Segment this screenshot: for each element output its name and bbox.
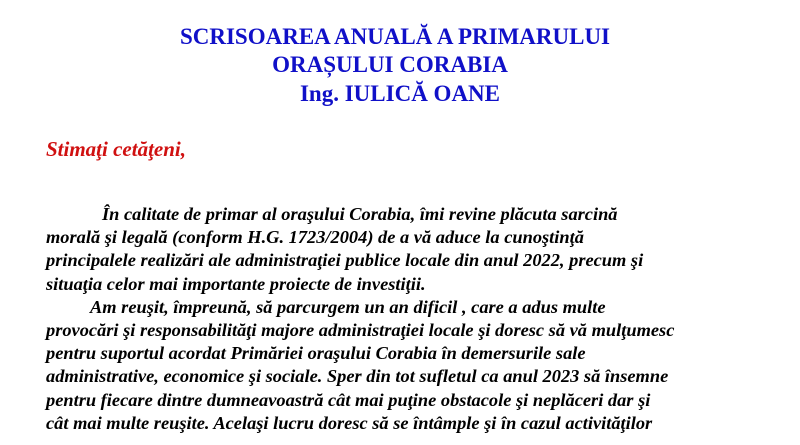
body-line: provocări şi responsabilităţi majore administraţiei locale şi doresc să vă mulţumesc [46,320,675,341]
body-line: principalele realizări ale administraţiei publice locale din anul 2022, precum şi [46,250,644,271]
body-line: pentru fiecare dintre dumneavoastră cât mai puţine obstacole şi neplăceri dar şi [46,389,651,410]
letter-body [46,203,746,435]
body-line: administrative, economice şi sociale. Sper din tot sufletul ca anul 2023 să însemne [46,366,669,387]
body-line: morală şi legală (conform H.G. 1723/2004) de a vă aduce la cunoştinţă [46,227,584,248]
body-line: situaţia celor mai importante proiecte de investiţii. [46,273,426,294]
body-line: cât mai multe reuşite. Acelaşi lucru doresc să se întâmple şi în cazul activităţilor [46,412,653,433]
salutation: Stimaţi cetăţeni, [46,137,186,161]
body-line: În calitate de primar al oraşului Corabia, îmi revine plăcuta sarcină [102,204,618,224]
body-line: Am reuşit, împreună, să parcurgem un an dificil , care a adus multe [90,296,606,317]
body-line: pentru suportul acordat Primăriei oraşului Corabia în demersurile sale [46,343,586,364]
document-title-line-2: ORAȘULUI CORABIA [272,52,508,77]
document-title-line-3: Ing. IULICĂ OANE [299,81,500,106]
document-title-line-1: SCRISOAREA ANUALĂ A PRIMARULUI [179,24,611,49]
